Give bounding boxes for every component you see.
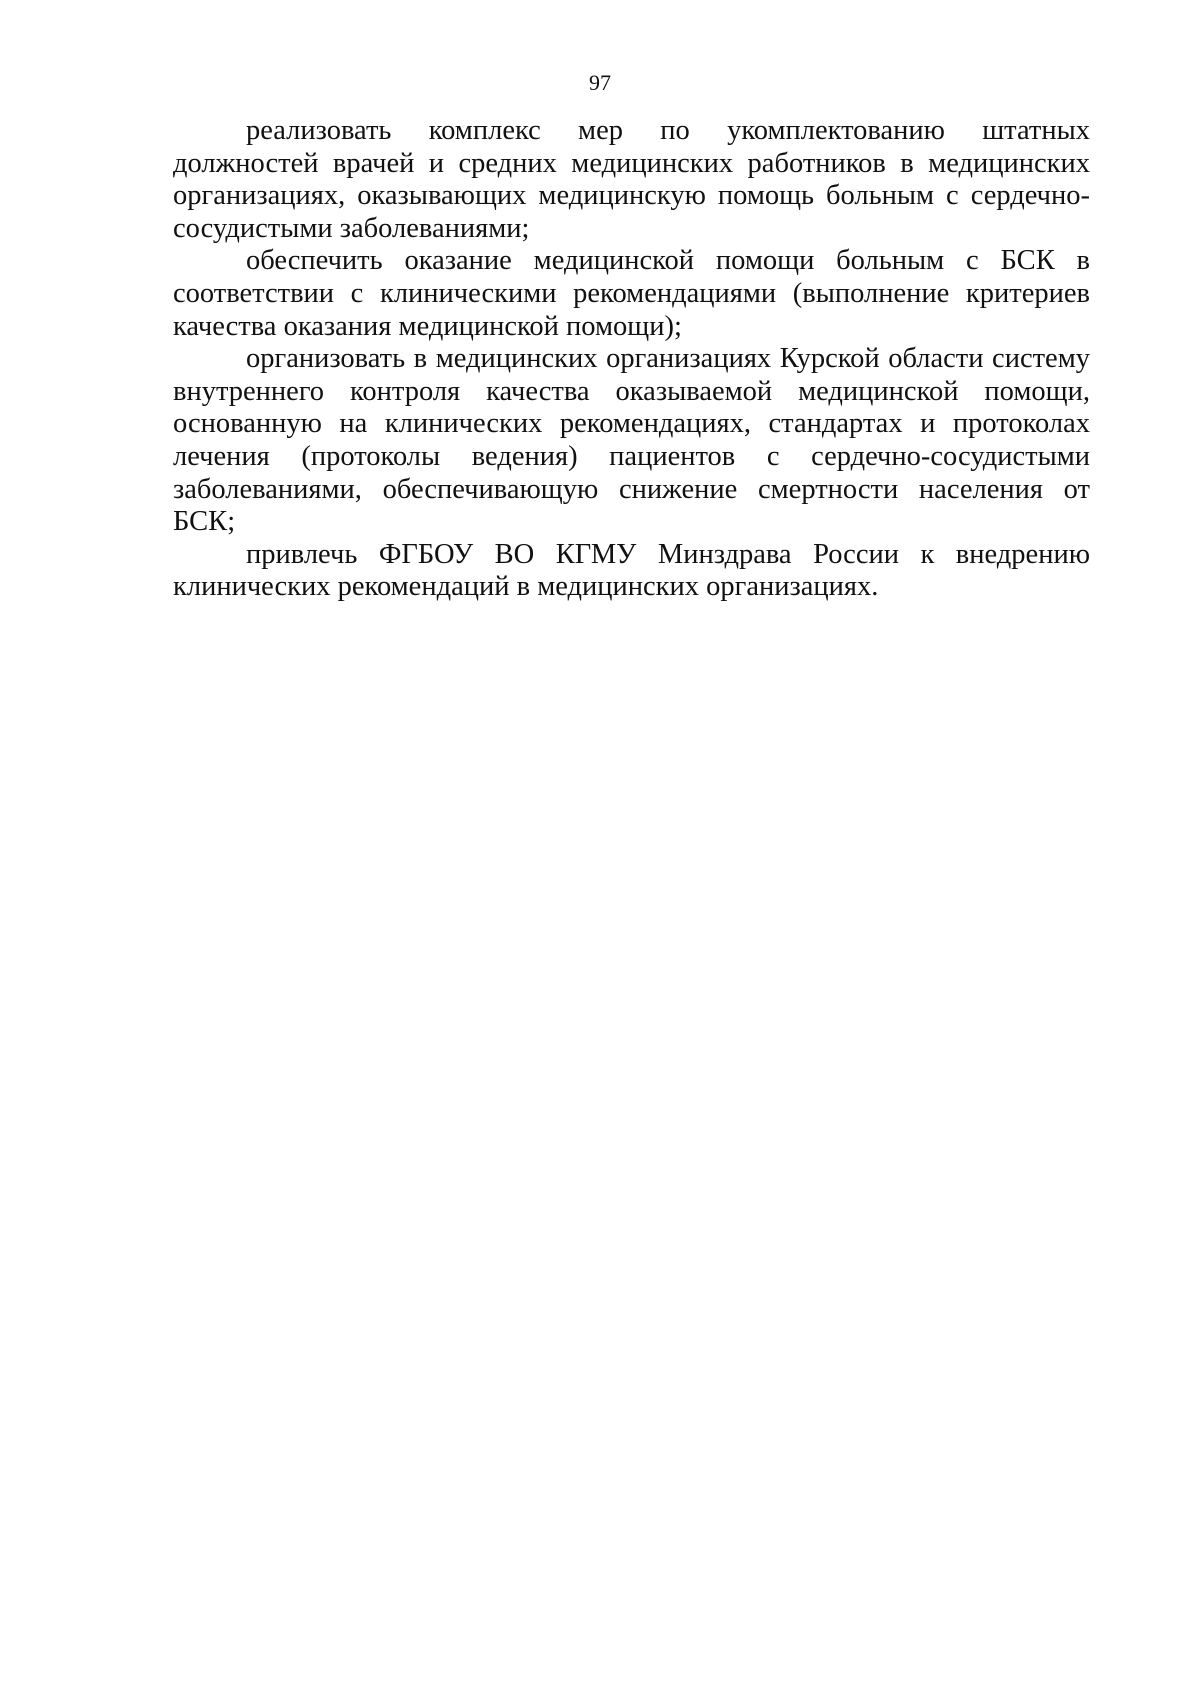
paragraph-quality-control: организовать в медицинских организациях Курской области систему внутреннего контроля качества оказываемой медицинской помощи, основанную на клинических рекомендациях, стандартах и протоколах лечения (протоколы ведения) пациентов с сердечно-сосудистыми заболеваниями, обеспечивающую снижение смертности населения от БСК; xyxy=(173,343,1090,538)
paragraph-university-involvement: привлечь ФГБОУ ВО КГМУ Минздрава России к внедрению клинических рекомендаций в медицинских организациях. xyxy=(173,538,1090,603)
page-number: 97 xyxy=(589,70,611,95)
paragraph-care-provision: обеспечить оказание медицинской помощи больным с БСК в соответствии с клиническими рекомендациями (выполнение критериев качества оказания медицинской помощи); xyxy=(173,245,1090,342)
paragraph-staffing-measures: реализовать комплекс мер по укомплектованию штатных должностей врачей и средних медицинских работников в медицинских организациях, оказывающих медицинскую помощь больным с сердечно-сосудистыми заболеваниями; xyxy=(173,115,1090,244)
document-body xyxy=(173,115,1090,604)
